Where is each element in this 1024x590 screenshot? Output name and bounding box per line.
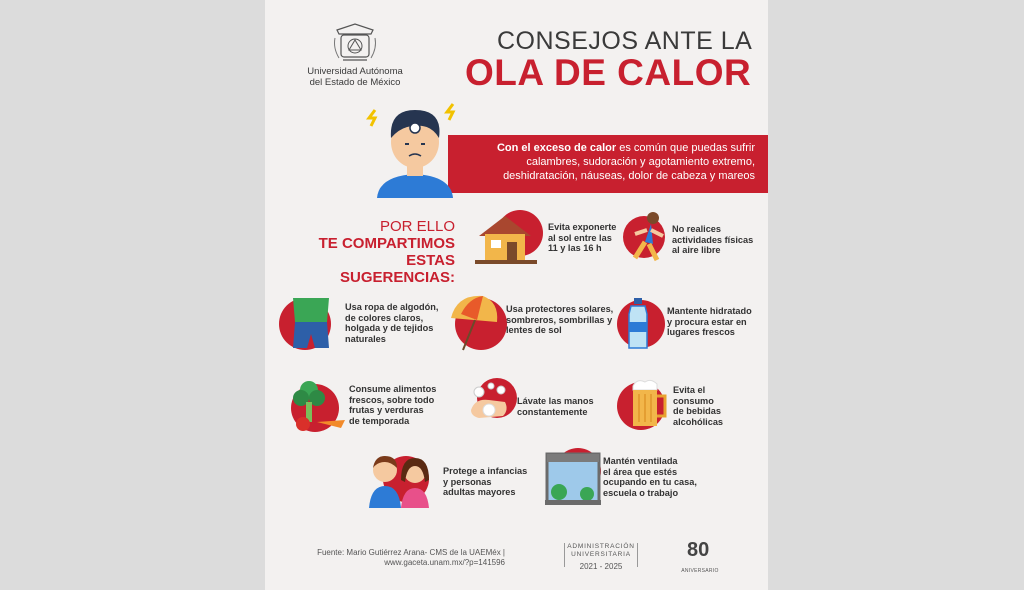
title-line-2: OLA DE CALOR <box>465 52 752 93</box>
intro-text: Con el exceso de calor es común que puedas sufrir calambres, sudoración y agotamiento extremo, deshidratación, náuseas, dolor de cabeza y mareos <box>496 142 755 182</box>
anniversary-logo-icon <box>685 534 717 568</box>
university-seal-icon <box>331 22 379 64</box>
tip-infancias: Protege a infancias y personas adultas mayores <box>443 466 528 497</box>
svg-text:80: 80 <box>687 539 710 561</box>
umbrella-icon <box>447 292 503 352</box>
tip-alcohol: Evita el consumo de bebidas alcohólicas <box>673 385 724 427</box>
tip-sol: Evita exponerte al sol entre las 11 y las 16 h <box>548 222 617 253</box>
tip-manos: Lávate las manos constantemente <box>517 396 594 417</box>
footer-divider-right <box>637 543 638 567</box>
tip-actividad: No realices actividades físicas al aire libre <box>672 224 754 255</box>
tip-ropa: Usa ropa de algodón, de colores claros, holgada y de tejidos naturales <box>345 302 439 344</box>
water-bottle-icon <box>625 296 651 352</box>
tip-hidratado: Mantente hidratado y procura estar en lugares frescos <box>667 306 752 337</box>
tip-protectores: Usa protectores solares, sombreros, sombrillas y lentes de sol <box>506 304 614 335</box>
vegetables-icon <box>289 378 349 434</box>
runner-icon <box>623 210 673 266</box>
window-icon <box>545 450 601 506</box>
tips-heading: POR ELLO TE COMPARTIMOS ESTAS SUGERENCIAS: <box>318 218 455 286</box>
tip-alimentos: Consume alimentos frescos, sobre todo frutas y verduras de temporada <box>349 384 437 426</box>
tip-ventilada: Mantén ventilada el área que estés ocupando en tu casa, escuela o trabajo <box>603 456 697 498</box>
clothes-icon <box>287 296 335 350</box>
infographic-poster <box>265 0 768 590</box>
children-icon <box>365 452 437 508</box>
title-line-1: CONSEJOS ANTE LA <box>497 27 753 55</box>
university-name: Universidad Autónoma del Estado de México <box>307 66 403 88</box>
source-citation: Fuente: Mario Gutiérrez Arana- CMS de la UAEMéx | www.gaceta.unam.mx/?p=141596 <box>317 548 505 567</box>
beer-mug-icon <box>629 378 669 430</box>
house-icon <box>473 210 539 266</box>
headache-person-icon <box>365 98 465 198</box>
anniversary-label: ANIVERSARIO <box>681 568 719 574</box>
handwash-icon <box>465 380 515 430</box>
administration-label: ADMINISTRACIÓN UNIVERSITARIA 2021 - 2025 <box>567 543 635 571</box>
